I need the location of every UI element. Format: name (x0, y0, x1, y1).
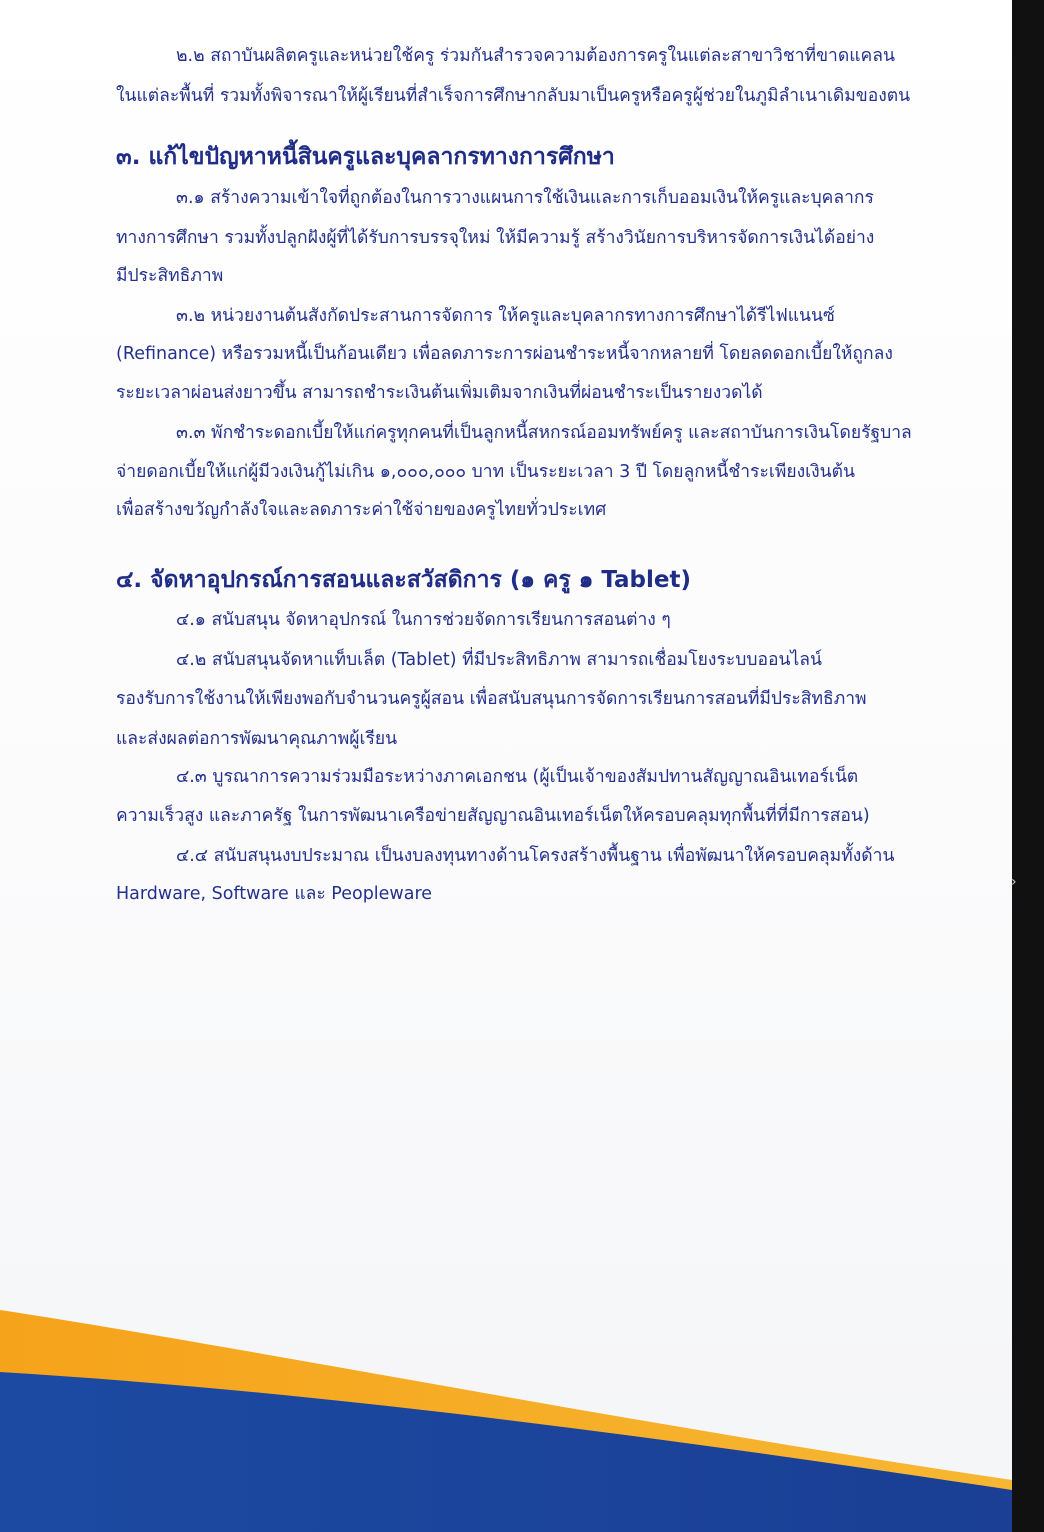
chevron-right-icon[interactable]: › (1011, 874, 1017, 890)
paragraph-4-4-line-1: ๔.๔ สนับสนุนงบประมาณ เป็นงบลงทุนทางด้านโครงสร้างพื้นฐาน เพื่อพัฒนาให้ครอบคลุมทั้งด้าน (176, 846, 895, 866)
paragraph-3-3-line-3: เพื่อสร้างขวัญกำลังใจและลดภาระค่าใช้จ่ายของครูไทยทั่วประเทศ (116, 500, 607, 520)
paragraph-3-1-line-3: มีประสิทธิภาพ (116, 266, 224, 286)
paragraph-4-3-line-2: ความเร็วสูง และภาครัฐ ในการพัฒนาเครือข่ายสัญญาณอินเทอร์เน็ตให้ครอบคลุมทุกพื้นที่ที่มีการสอน) (116, 806, 870, 826)
paragraph-4-4-line-2: Hardware, Software และ Peopleware (116, 884, 433, 904)
paragraph-4-2-line-1: ๔.๒ สนับสนุนจัดหาแท็บเล็ต (Tablet) ที่มีประสิทธิภาพ สามารถเชื่อมโยงระบบออนไลน์ (176, 650, 822, 670)
paragraph-4-3-line-1: ๔.๓ บูรณาการความร่วมมือระหว่างภาคเอกชน (ผู้เป็นเจ้าของสัมปทานสัญญาณอินเทอร์เน็ต (176, 767, 859, 787)
section-4-heading: ๔. จัดหาอุปกรณ์การสอนและสวัสดิการ (๑ ครู ๑ Tablet) (116, 567, 692, 593)
section-3-heading: ๓. แก้ไขปัญหาหนี้สินครูและบุคลากรทางการศึกษา (116, 144, 615, 170)
paragraph-3-2-line-3: ระยะเวลาผ่อนส่งยาวขึ้น สามารถชำระเงินต้นเพิ่มเติมจากเงินที่ผ่อนชำระเป็นรายงวดได้ (116, 383, 763, 403)
paragraph-3-1-line-1: ๓.๑ สร้างความเข้าใจที่ถูกต้องในการวางแผนการใช้เงินและการเก็บออมเงินให้ครูและบุคลากร (176, 188, 874, 208)
paragraph-3-1-line-2: ทางการศึกษา รวมทั้งปลูกฝังผู้ที่ได้รับการบรรจุใหม่ ให้มีความรู้ สร้างวินัยการบริหารจัดการเงินได้อย่าง (116, 228, 875, 248)
footer-decoration (0, 1290, 1012, 1532)
paragraph-2-2-line-1: ๒.๒ สถาบันผลิตครูและหน่วยใช้ครู ร่วมกันสำรวจความต้องการครูในแต่ละสาขาวิชาที่ขาดแคลน (176, 46, 895, 66)
paragraph-3-3-line-1: ๓.๓ พักชำระดอกเบี้ยให้แก่ครูทุกคนที่เป็นลูกหนี้สหกรณ์ออมทรัพย์ครู และสถาบันการเงินโดยรัฐบาล (176, 423, 912, 443)
paragraph-3-2-line-2: (Refinance) หรือรวมหนี้เป็นก้อนเดียว เพื่อลดภาระการผ่อนชำระหนี้จากหลายที่ โดยลดดอกเบี้ยให้ถูกลง (116, 344, 893, 364)
paragraph-3-3-line-2: จ่ายดอกเบี้ยให้แก่ผู้มีวงเงินกู้ไม่เกิน ๑,๐๐๐,๐๐๐ บาท เป็นระยะเวลา 3 ปี โดยลูกหนี้ชำระเพียงเงินต้น (116, 462, 855, 482)
paragraph-4-1-line-1: ๔.๑ สนับสนุน จัดหาอุปกรณ์ ในการช่วยจัดการเรียนการสอนต่าง ๆ (176, 610, 671, 630)
paragraph-4-2-line-3: และส่งผลต่อการพัฒนาคุณภาพผู้เรียน (116, 729, 398, 749)
paragraph-2-2-line-2: ในแต่ละพื้นที่ รวมทั้งพิจารณาให้ผู้เรียนที่สำเร็จการศึกษากลับมาเป็นครูหรือครูผู้ช่วยในภูมิลำเนาเดิมของตน (116, 86, 911, 106)
blue-swoosh (0, 1372, 1012, 1532)
paragraph-4-2-line-2: รองรับการใช้งานให้เพียงพอกับจำนวนครูผู้สอน เพื่อสนับสนุนการจัดการเรียนการสอนที่มีประสิทธิภาพ (116, 689, 867, 709)
screen-edge (1012, 0, 1044, 1532)
paragraph-3-2-line-1: ๓.๒ หน่วยงานต้นสังกัดประสานการจัดการ ให้ครูและบุคลากรทางการศึกษาได้รีไฟแนนซ์ (176, 306, 835, 326)
